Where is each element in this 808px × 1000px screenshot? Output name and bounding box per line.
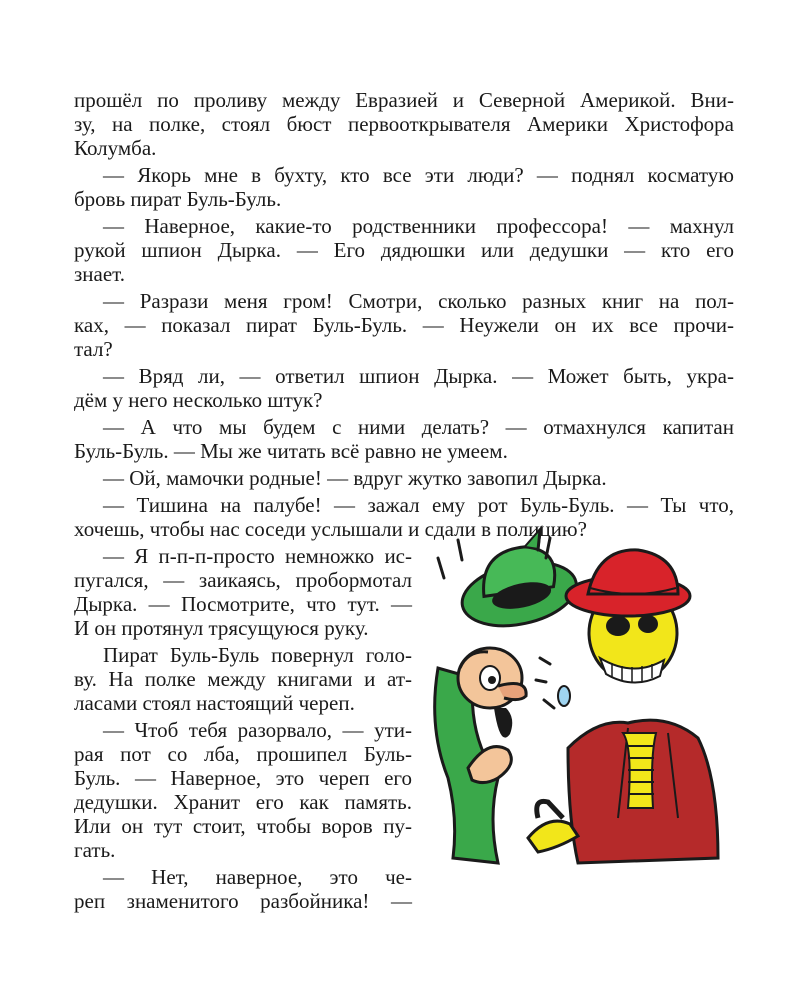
text-line: Колумба. bbox=[74, 136, 157, 160]
text-line: хочешь, чтобы нас соседи услышали и сдали в полицию? bbox=[74, 517, 587, 541]
text-line: — Разрази меня гром! Смотри, сколько разных книг на пол- bbox=[103, 289, 734, 313]
text-line: Или он тут стоит, чтобы воров пу- bbox=[74, 814, 412, 838]
text-line: Буль. — Наверное, это череп его bbox=[74, 766, 412, 790]
text-line: Буль-Буль. — Мы же читать всё равно не умеем. bbox=[74, 439, 508, 463]
pirate-hat bbox=[566, 550, 690, 616]
text-line: — Чтоб тебя разорвало, — ути- bbox=[103, 718, 412, 742]
text-line: — Наверное, какие-то родственники профессора! — махнул bbox=[103, 214, 734, 238]
text-line: зу, на полке, стоял бюст первооткрывателя Америки Христофора bbox=[74, 112, 734, 136]
text-line: дём у него несколько штук? bbox=[74, 388, 323, 412]
text-line: Пират Буль-Буль повернул голо- bbox=[103, 643, 412, 667]
pirate-and-spy-illustration bbox=[428, 518, 730, 876]
text-line: тал? bbox=[74, 337, 113, 361]
text-line: И он протянул трясущуюся руку. bbox=[74, 616, 369, 640]
text-line: ласами стоял настоящий череп. bbox=[74, 691, 355, 715]
text-line: бровь пират Буль-Буль. bbox=[74, 187, 282, 211]
text-line: знает. bbox=[74, 262, 126, 286]
text-line: Дырка. — Посмотрите, что тут. — bbox=[74, 592, 412, 616]
text-line: — А что мы будем с ними делать? — отмахнулся капитан bbox=[103, 415, 734, 439]
skeleton-hand bbox=[528, 821, 578, 852]
text-line: гать. bbox=[74, 838, 116, 862]
text-line: — Якорь мне в бухту, кто все эти люди? — поднял косматую bbox=[103, 163, 734, 187]
text-line: — Нет, наверное, это че- bbox=[103, 865, 412, 889]
text-line: пугался, — заикаясь, пробормотал bbox=[74, 568, 412, 592]
text-line: — Ой, мамочки родные! — вдруг жутко завопил Дырка. bbox=[103, 466, 607, 490]
text-line: рукой шпион Дырка. — Его дядюшки или дедушки — кто его bbox=[74, 238, 734, 262]
text-line: — Тишина на палубе! — зажал ему рот Буль-Буль. — Ты что, bbox=[103, 493, 734, 517]
cane bbox=[537, 801, 563, 818]
text-line: ву. На полке между книгами и ат- bbox=[74, 667, 412, 691]
text-line: прошёл по проливу между Евразией и Северной Америкой. Вни- bbox=[74, 88, 734, 112]
text-line: ках, — показал пират Буль-Буль. — Неужели он их все прочи- bbox=[74, 313, 734, 337]
text-line: — Я п-п-п-просто немножко ис- bbox=[103, 544, 412, 568]
text-line: реп знаменитого разбойника! — bbox=[74, 889, 412, 913]
text-line: рая пот со лба, прошипел Буль- bbox=[74, 742, 412, 766]
text-line: — Вряд ли, — ответил шпион Дырка. — Может быть, укра- bbox=[103, 364, 734, 388]
text-line: дедушки. Хранит его как память. bbox=[74, 790, 412, 814]
spy-hat bbox=[450, 523, 582, 635]
